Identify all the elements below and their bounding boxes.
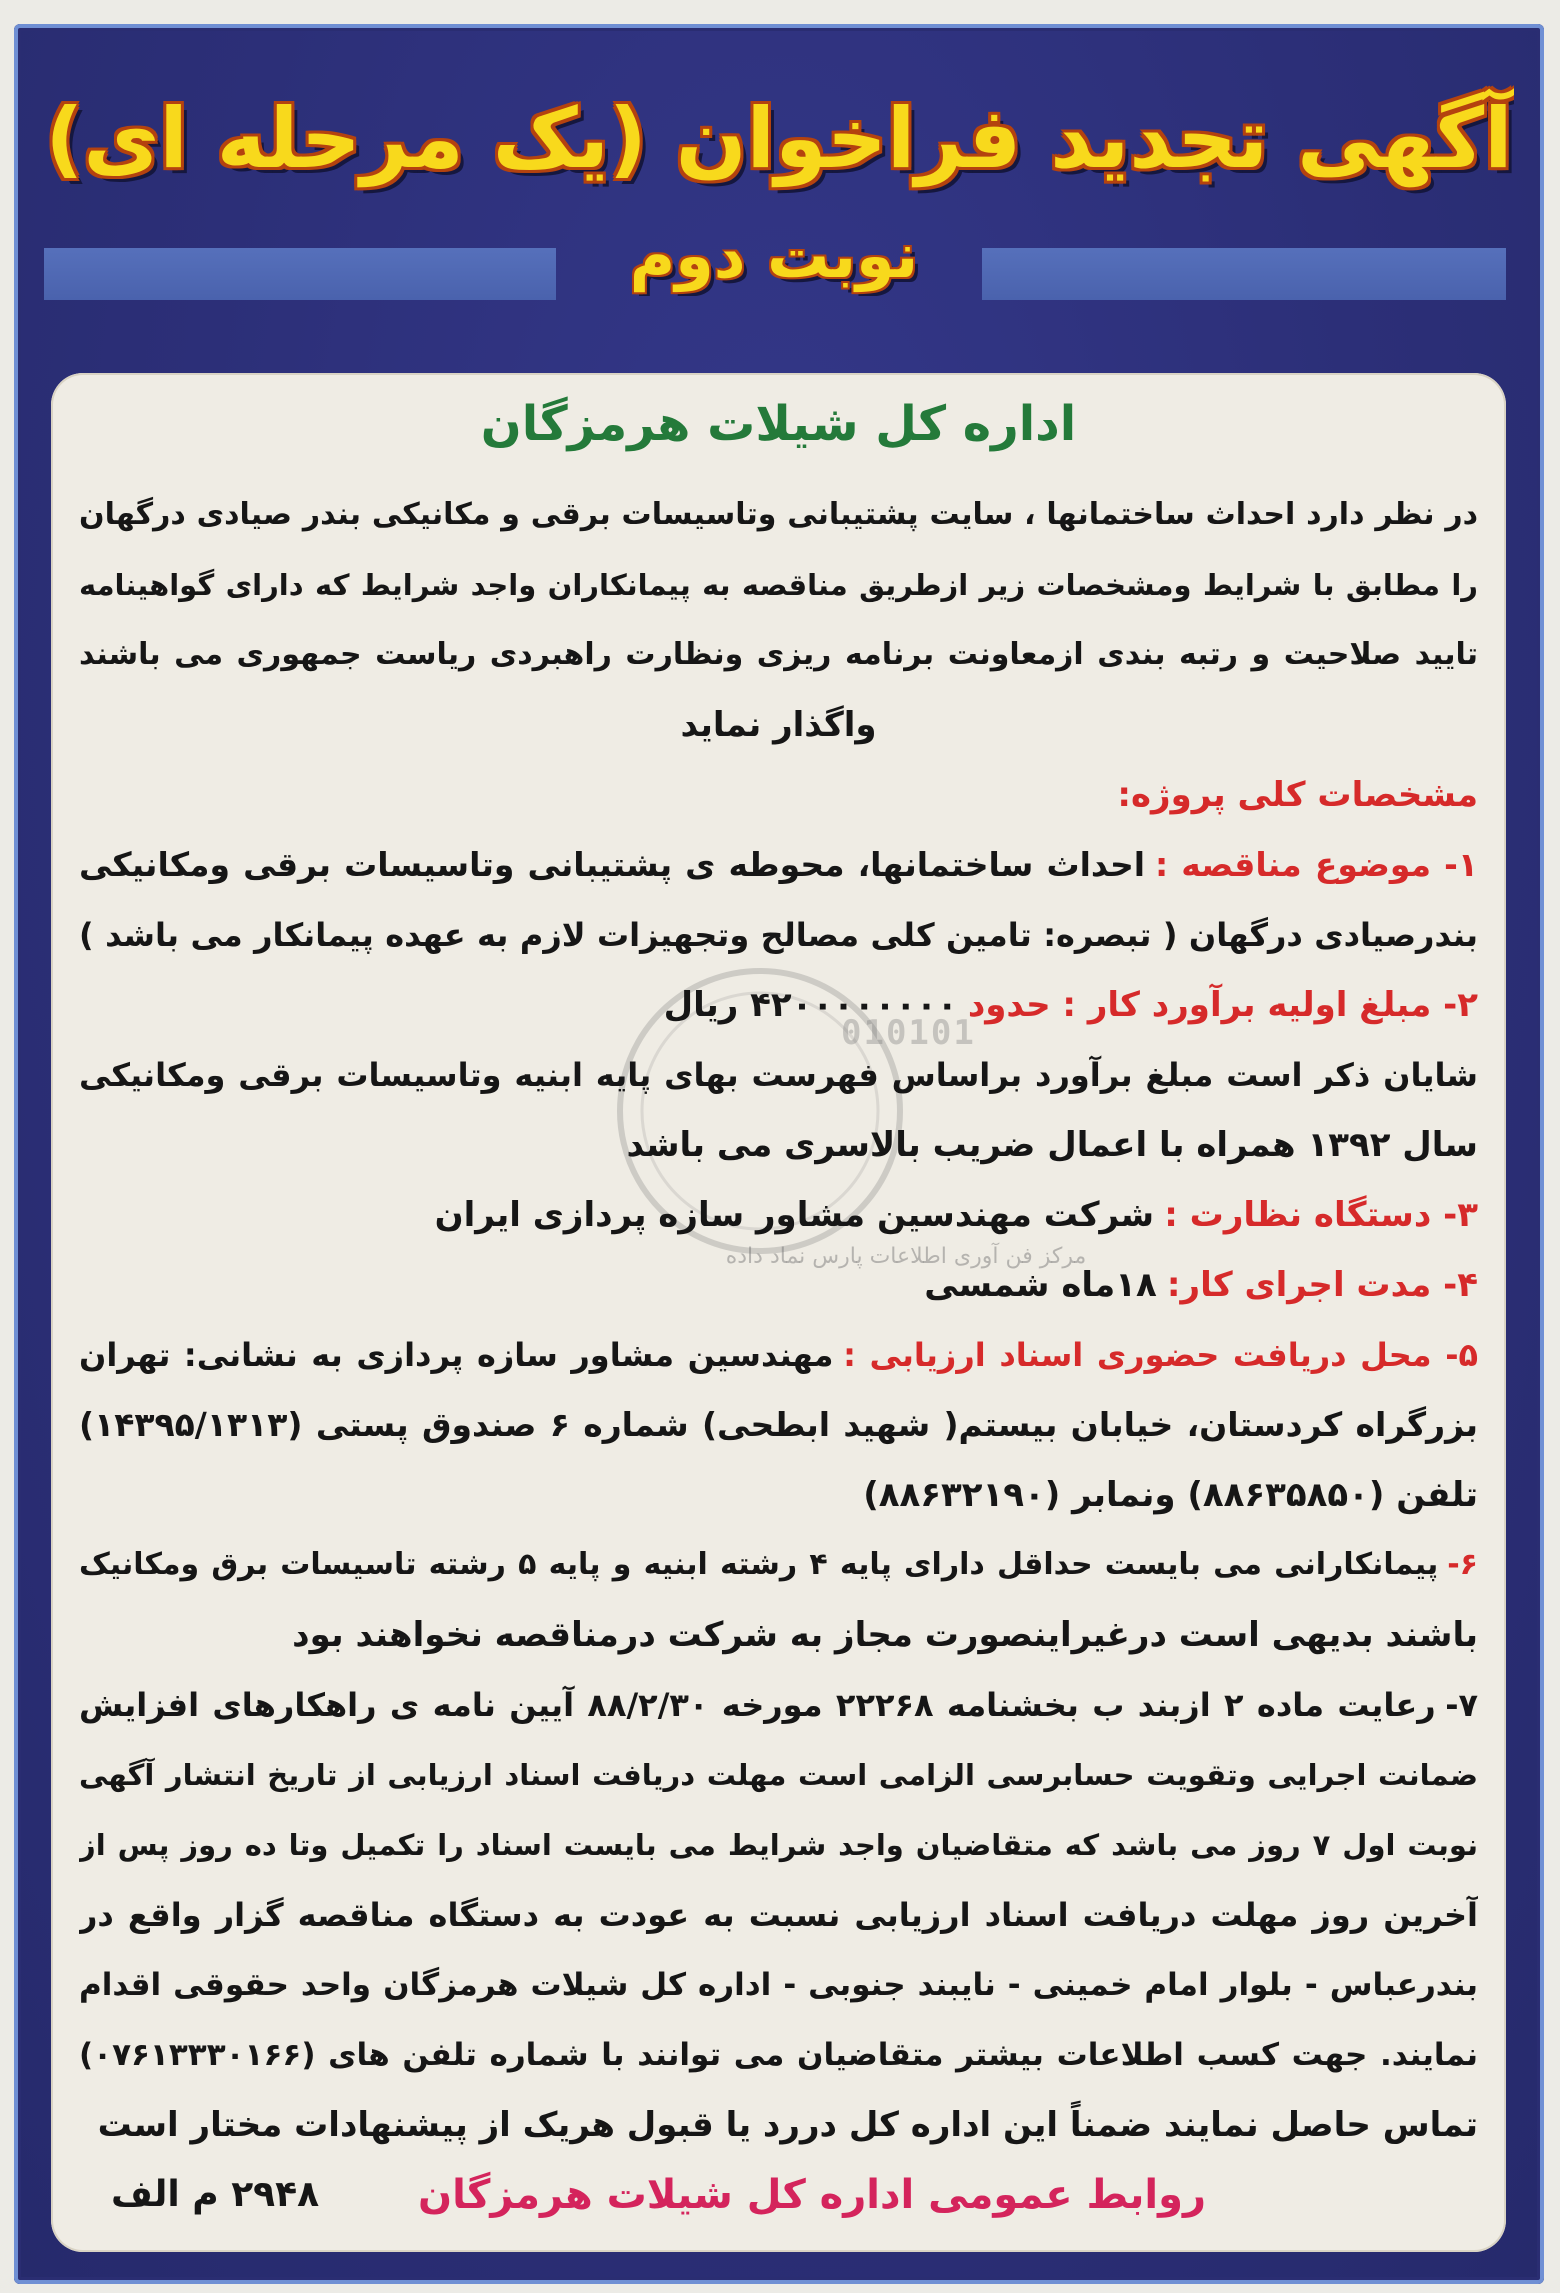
item-2-line: سال ۱۳۹۲ همراه با اعمال ضریب بالاسری می باشد (626, 1125, 1478, 1165)
item-4-label: ۴- مدت اجرای کار: (1166, 1265, 1478, 1305)
subtitle-bar-right (982, 248, 1506, 300)
watermark-digits: 010101 (841, 1013, 976, 1053)
item-1-text: احداث ساختمانها، محوطه ی پشتیبانی وتاسیسات برقی ومکانیکی (79, 845, 1146, 884)
item-7-line: ضمانت اجرایی وتقویت حسابرسی الزامی است مهلت دریافت اسناد ارزیابی از تاریخ انتشار آگهی (79, 1758, 1478, 1792)
ad-content-panel (51, 373, 1506, 2252)
item-7-text: رعایت ماده ۲ ازبند ب بخشنامه ۲۲۲۶۸ مورخه ۸۸/۲/۳۰ آیین نامه ی راهکارهای افزایش (79, 1686, 1436, 1724)
intro-line: واگذار نماید (680, 705, 877, 745)
item-7-label: ۷- (1445, 1686, 1478, 1724)
item-4-line (79, 1250, 1478, 1320)
item-3-line (79, 1180, 1478, 1250)
item-1-line: بندرصیادی درگهان ( تبصره: تامین کلی مصالح وتجهیزات لازم به عهده پیمانکار می باشد ) (79, 916, 1478, 954)
item-6-label: ۶- (1447, 1547, 1478, 1582)
ad-title: آگهی تجدید فراخوان (یک مرحله ای) (45, 90, 1513, 187)
item-7-line: نمایند. جهت کسب اطلاعات بیشتر متقاضیان می توانند با شماره تلفن های (۰۷۶۱۳۳۳۰۱۶۶) (79, 2037, 1478, 2073)
item-5-label: ۵- محل دریافت حضوری اسناد ارزیابی : (843, 1336, 1478, 1374)
announcement-body (79, 480, 1478, 2160)
item-2-label: ۲- مبلغ اولیه برآورد کار : حدود (967, 985, 1478, 1025)
item-2-line (79, 970, 1478, 1040)
item-7-line: نوبت اول ۷ روز می باشد که متقاضیان واجد شرایط می بایست اسناد را تکمیل وتا ده روز پس از (79, 1828, 1478, 1862)
public-relations-signature: روابط عمومی اداره کل شیلات هرمزگان (417, 2172, 1206, 2218)
item-5-text: مهندسین مشاور سازه پردازی به نشانی: تهران (79, 1336, 834, 1374)
watermark-text: مرکز فن آوری اطلاعات پارس نماد داده (725, 1244, 1087, 1269)
item-1-line (79, 830, 1478, 900)
item-2-line: شایان ذکر است مبلغ برآورد براساس فهرست بهای پایه ابنیه وتاسیسات برقی ومکانیکی (79, 1056, 1478, 1094)
item-3-label: ۳- دستگاه نظارت : (1164, 1195, 1478, 1235)
item-7-line: آخرین روز مهلت دریافت اسناد ارزیابی نسبت به عودت به دستگاه مناقصه گزار واقع در (79, 1896, 1478, 1934)
intro-line: را مطابق با شرایط ومشخصات زیر ازطریق مناقصه به پیمانکاران واجد شرایط که دارای گواهینامه (79, 568, 1478, 602)
intro-line: تایید صلاحیت و رتبه بندی ازمعاونت برنامه ریزی ونظارت راهبردی ریاست جمهوری می باشند (79, 637, 1478, 672)
item-7-line: بندرعباس - بلوار امام خمینی - نایبند جنوبی - اداره کل شیلات هرمزگان واحد حقوقی اقدام (79, 1967, 1478, 2003)
item-7-line (79, 1670, 1478, 1740)
ad-subtitle: نوبت دوم (629, 219, 919, 292)
item-5-line: بزرگراه کردستان، خیابان بیستم( شهید ابطحی) شماره ۶ صندوق پستی (۱۴۳۹۵/۱۳۱۳) (79, 1405, 1478, 1444)
ad-code: ۲۹۴۸ م الف (111, 2174, 320, 2215)
item-5-line (79, 1320, 1478, 1390)
item-3-text: شرکت مهندسین مشاور سازه پردازی ایران (434, 1195, 1155, 1235)
ad-frame (14, 24, 1544, 2284)
subtitle-bar-left (44, 248, 556, 300)
item-1-label: ۱- موضوع مناقصه : (1154, 845, 1478, 884)
footer (51, 2160, 1506, 2230)
item-5-line: تلفن (۸۸۶۳۵۸۵۰) ونمابر (۸۸۶۳۲۱۹۰) (863, 1475, 1478, 1515)
item-7-line: تماس حاصل نمایند ضمناً این اداره کل دررد یا قبول هریک از پیشنهادات مختار است (97, 2105, 1478, 2145)
intro-line: در نظر دارد احداث ساختمانها ، سایت پشتیبانی وتاسیسات برقی و مکانیکی بندر صیادی درگهان (79, 497, 1478, 532)
item-4-text: ۱۸ماه شمسی (924, 1265, 1157, 1305)
item-6-line (79, 1530, 1478, 1600)
organization-heading: اداره کل شیلات هرمزگان (480, 396, 1077, 452)
item-6-text: پیمانکارانی می بایست حداقل دارای پایه ۴ رشته ابنیه و پایه ۵ رشته تاسیسات برق ومکانیک (79, 1547, 1439, 1582)
item-6-line: باشند بدیهی است درغیراینصورت مجاز به شرکت درمناقصه نخواهند بود (292, 1615, 1478, 1655)
item-2-amount: ۴۲۰۰۰۰۰۰۰۰ ریال (663, 985, 958, 1025)
specs-heading: مشخصات کلی پروژه: (1117, 775, 1478, 815)
